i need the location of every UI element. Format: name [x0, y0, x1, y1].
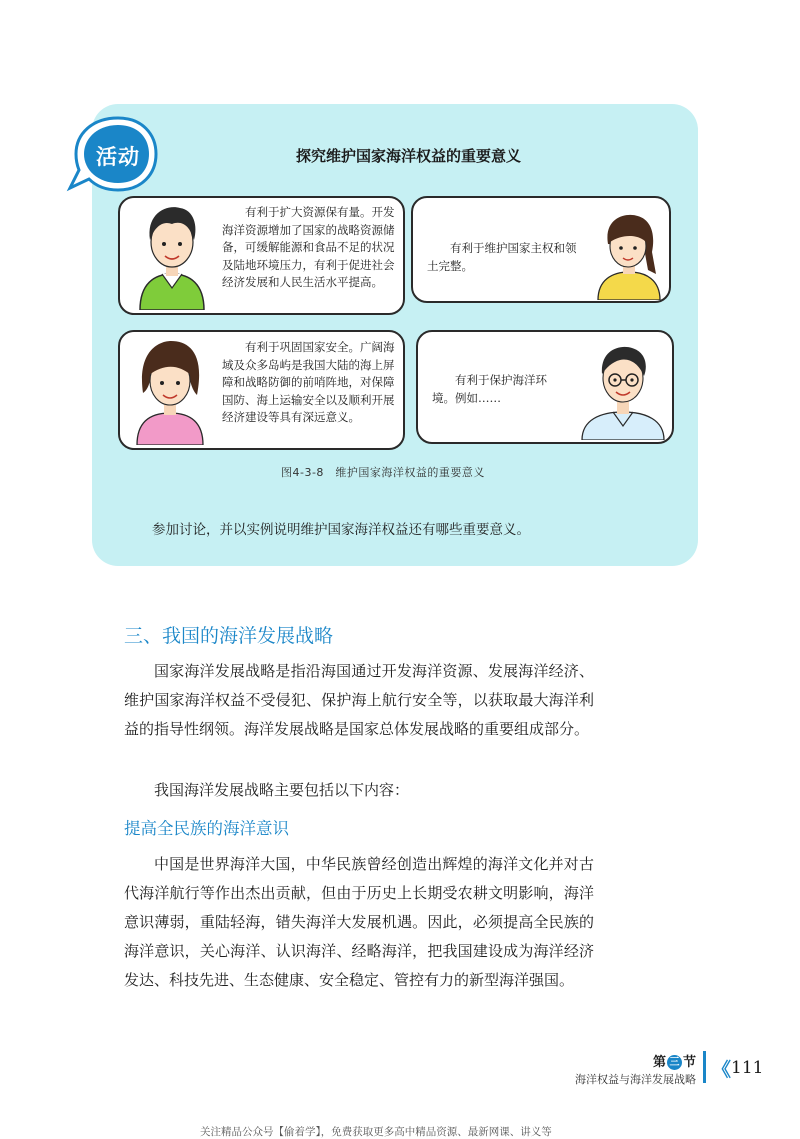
paragraph-ocean-awareness: 中国是世界海洋大国，中华民族曾经创造出辉煌的海洋文化并对古代海洋航行等作出杰出贡献，但由于历史上长期受农耕文明影响，海洋意识薄弱，重陆轻海，错失海洋大发展机遇。因此，必须提高全民族的海洋意识，关心海洋、认识海洋、经略海洋，把我国建设成为海洋经济发达、科技先进、生态健康、安全稳定、管控有力的新型海洋强国。	[124, 855, 594, 989]
bubble-sovereignty-text: 有利于维护国家主权和领土完整。	[427, 241, 577, 273]
paragraph-strategy-contents: 我国海洋发展战略主要包括以下内容：	[154, 781, 410, 799]
footer-section-suffix: 节	[682, 1055, 696, 1070]
double-chevron-icon: 《	[712, 1059, 732, 1081]
activity-title: 探究维护国家海洋权益的重要意义	[296, 147, 522, 165]
boy-glasses-avatar	[578, 340, 668, 440]
boy-avatar	[132, 200, 212, 310]
footer-section-info	[575, 1051, 696, 1087]
section-heading: 三、我国的海洋发展战略	[124, 625, 334, 647]
activity-badge	[62, 112, 158, 196]
bubble-environment-text: 有利于保护海洋环境。例如……	[432, 373, 547, 405]
paragraph-strategy-definition: 国家海洋发展战略是指沿海国通过开发海洋资源、发展海洋经济、维护国家海洋权益不受侵犯、保护海上航行安全等，以获取最大海洋利益的指导性纲领。海洋发展战略是国家总体发展战略的重要组成部分。	[124, 662, 594, 738]
footer-section-prefix: 第	[652, 1055, 666, 1070]
girl-avatar	[592, 212, 666, 300]
watermark-text: 关注精品公众号【偷着学】，免费获取更多高中精品资源、最新网课、讲义等	[200, 1126, 552, 1138]
page-number: 111	[731, 1058, 764, 1078]
figure-caption: 图4-3-8 维护国家海洋权益的重要意义	[281, 466, 485, 479]
bubble-security-text: 有利于巩固国家安全。广阔海域及众多岛屿是我国大陆的海上屏障和战略防御的前哨阵地，对保障国防、海上运输安全以及顺利开展经济建设等具有深远意义。	[222, 340, 395, 425]
discussion-prompt: 参加讨论，并以实例说明维护国家海洋权益还有哪些重要意义。	[152, 522, 530, 538]
footer-divider	[703, 1051, 706, 1083]
girl-short-hair-avatar	[131, 337, 209, 445]
bubble-resources-text: 有利于扩大资源保有量。开发海洋资源增加了国家的战略资源储备，可缓解能源和食品不足的状况及陆地环境压力，有利于促进社会经济发展和人民生活水平提高。	[222, 205, 395, 290]
footer-chapter-title: 海洋权益与海洋发展战略	[575, 1073, 696, 1086]
footer-section-num-badge: 三	[667, 1055, 682, 1070]
footer-section-number	[575, 1051, 696, 1070]
sub-heading: 提高全民族的海洋意识	[124, 819, 289, 838]
activity-badge-label: 活动	[96, 145, 140, 169]
